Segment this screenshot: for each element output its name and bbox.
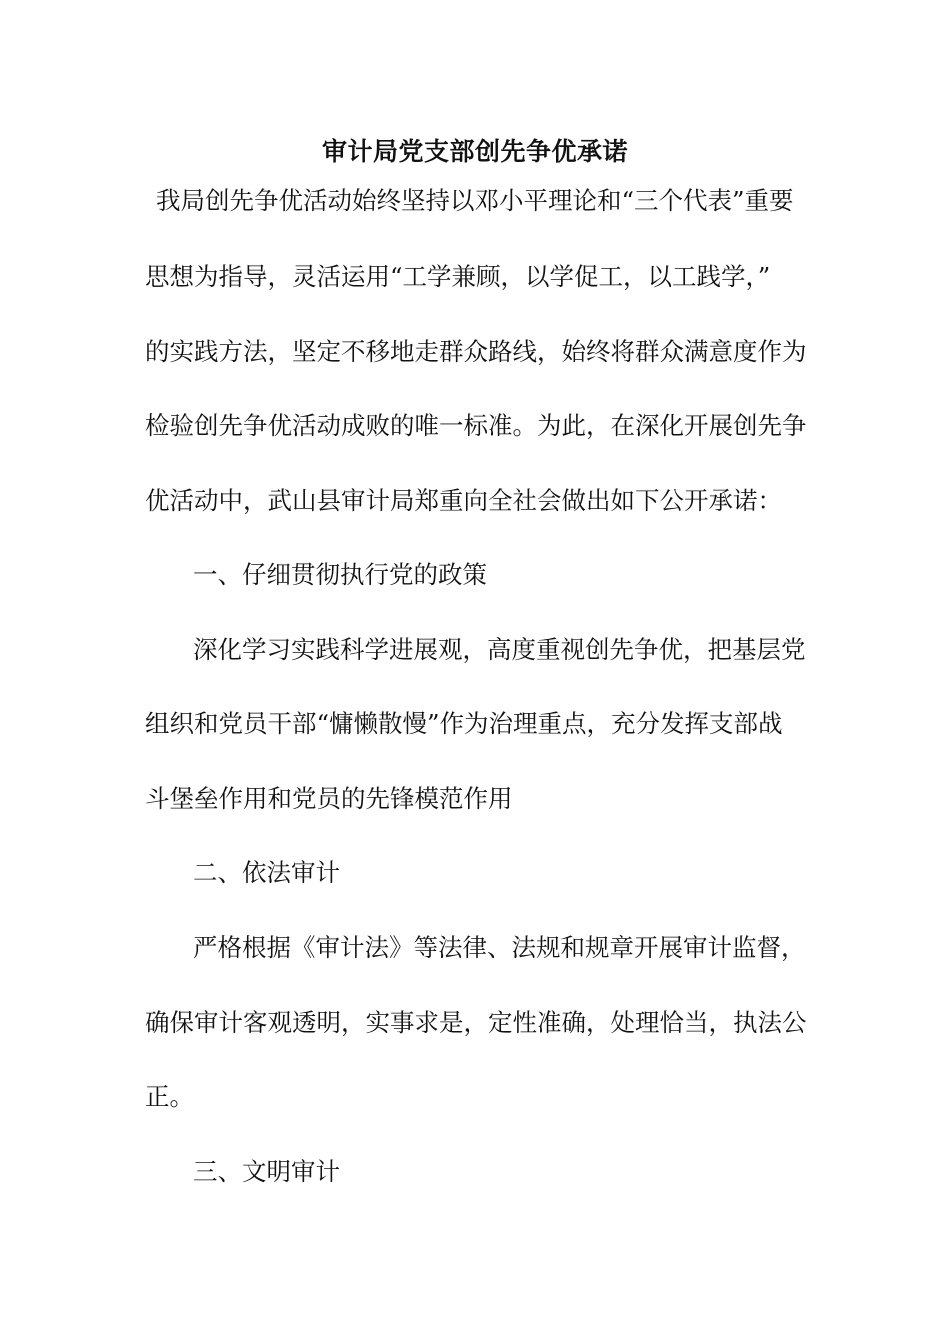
paragraph-line-section1-3: 斗堡垒作用和党员的先锋模范作用 bbox=[145, 784, 513, 813]
document-title: 审计局党支部创先争优承诺 bbox=[321, 137, 628, 166]
paragraph-line-section2-2: 确保审计客观透明，实事求是，定性准确，处理恰当，执法公 bbox=[145, 1008, 807, 1037]
paragraph-line-intro-2: 思想为指导，灵活运用“工学兼顾，以学促工，以工践学，” bbox=[145, 262, 771, 291]
paragraph-line-section2-1: 严格根据《审计法》等法律、法规和规章开展审计监督， bbox=[193, 933, 806, 962]
paragraph-line-intro-5: 优活动中，武山县审计局郑重向全社会做出如下公开承诺： bbox=[145, 486, 782, 515]
paragraph-line-section2-3: 正。 bbox=[145, 1082, 194, 1111]
paragraph-line-intro-4: 检验创先争优活动成败的唯一标准。为此，在深化开展创先争 bbox=[145, 411, 807, 440]
paragraph-line-intro-1: 我局创先争优活动始终坚持以邓小平理论和“三个代表”重要 bbox=[156, 186, 794, 215]
section-heading-2: 二、依法审计 bbox=[193, 858, 340, 887]
paragraph-line-intro-3: 的实践方法，坚定不移地走群众路线，始终将群众满意度作为 bbox=[145, 337, 807, 366]
paragraph-line-section1-1: 深化学习实践科学进展观，高度重视创先争优，把基层党 bbox=[193, 635, 806, 664]
section-heading-1: 一、仔细贯彻执行党的政策 bbox=[193, 560, 487, 589]
paragraph-line-section1-2: 组织和党员干部“慵懒散慢”作为治理重点，充分发挥支部战 bbox=[145, 709, 783, 738]
section-heading-3: 三、文明审计 bbox=[193, 1157, 340, 1186]
